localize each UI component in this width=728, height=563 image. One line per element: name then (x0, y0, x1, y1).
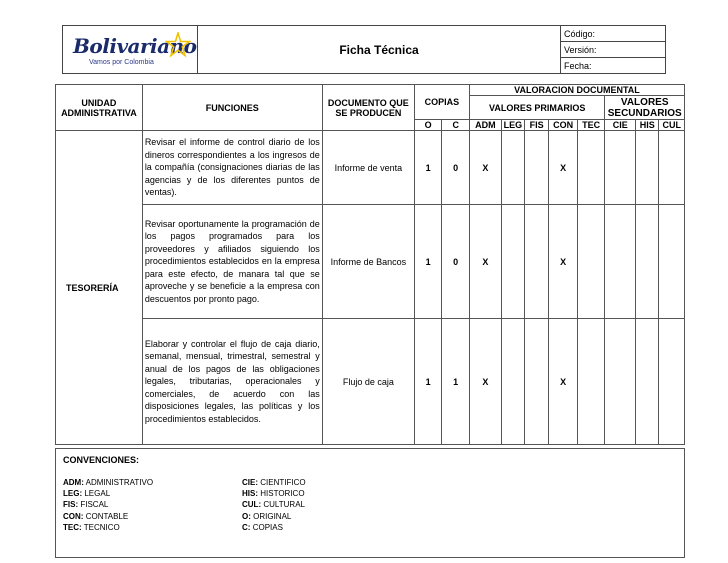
convention-item: CIE: CIENTIFICO (242, 478, 306, 487)
convention-item: TEC: TECNICO (63, 522, 120, 532)
document-cell: Informe de venta (322, 131, 414, 205)
adm-mark: X (469, 131, 501, 205)
header-cie: CIE (605, 120, 636, 131)
document-cell: Flujo de caja (322, 319, 414, 445)
header-o: O (414, 120, 442, 131)
adm-mark: X (469, 319, 501, 445)
convention-item: C: COPIAS (242, 522, 283, 532)
tec-mark (577, 205, 605, 319)
original-count: 1 (414, 205, 442, 319)
document-cell: Informe de Bancos (322, 205, 414, 319)
header-secondary-values: VALORES SECUNDARIOS (605, 96, 685, 120)
conventions-right-list (242, 477, 306, 533)
convention-item: CUL: CULTURAL (242, 500, 305, 510)
conventions-box (55, 448, 685, 558)
header-fis: FIS (524, 120, 548, 131)
cie-mark (605, 205, 636, 319)
convention-item: CON: CONTABLE (63, 511, 129, 521)
logo-wordmark: Bolivariano (73, 34, 197, 58)
header-valuation: VALORACION DOCUMENTAL (469, 85, 684, 96)
table-row (56, 205, 685, 319)
logo-cell (63, 26, 198, 74)
logo-tagline: Vamos por Colombia (89, 59, 154, 66)
fis-mark (524, 205, 548, 319)
date-field: Fecha: (561, 58, 666, 74)
con-mark: X (549, 319, 578, 445)
tec-mark (577, 319, 605, 445)
document-title: Ficha Técnica (198, 26, 561, 74)
header-c: C (442, 120, 470, 131)
header-documents: DOCUMENTO QUE SE PRODUCEN (322, 85, 414, 131)
leg-mark (501, 319, 524, 445)
code-field: Código: (561, 26, 666, 42)
header-unit: UNIDAD ADMINISTRATIVA (56, 85, 143, 131)
function-cell: Elaborar y controlar el flujo de caja diario, semanal, mensual, trimestral, semestral y anual de los pagos de las obligaciones legales, tributarias, operacionales y comerciales, de acuerdo con las disposiciones legales, las políticas y los procedimientos establecidos. (142, 319, 322, 445)
header-tec: TEC (577, 120, 605, 131)
version-field: Versión: (561, 42, 666, 58)
table-row (56, 319, 685, 445)
header-con: CON (549, 120, 578, 131)
con-mark: X (549, 205, 578, 319)
cul-mark (659, 205, 685, 319)
conventions-title: CONVENCIONES: (63, 455, 140, 465)
table-row (56, 131, 685, 205)
header-cul: CUL (659, 120, 685, 131)
his-mark (636, 131, 659, 205)
header-primary-values: VALORES PRIMARIOS (469, 96, 604, 120)
original-count: 1 (414, 131, 442, 205)
convention-item: HIS: HISTORICO (242, 489, 305, 499)
conventions-left-list (63, 477, 153, 533)
function-cell: Revisar el informe de control diario de los dineros correspondientes a los ingresos de la compañía (consignaciones diarias de las agencias y de los diferentes puntos de ventas). (142, 131, 322, 205)
function-cell: Revisar oportunamente la programación de los pagos programados para los proveedores y afiliados siguiendo los procedimientos establecidos en la empresa para este efecto, de manara tal que se aproveche y se beneficie a la empresa con descuentos por pronto pago. (142, 205, 322, 319)
tec-mark (577, 131, 605, 205)
convention-item: O: ORIGINAL (242, 511, 292, 521)
cul-mark (659, 319, 685, 445)
con-mark: X (549, 131, 578, 205)
header-his: HIS (636, 120, 659, 131)
fis-mark (524, 131, 548, 205)
convention-item: LEG: LEGAL (63, 489, 111, 499)
fis-mark (524, 319, 548, 445)
star-icon (165, 32, 191, 58)
convention-item: FIS: FISCAL (63, 500, 109, 510)
his-mark (636, 205, 659, 319)
technical-sheet-table (55, 84, 685, 445)
copies-count: 1 (442, 319, 470, 445)
leg-mark (501, 205, 524, 319)
copies-count: 0 (442, 131, 470, 205)
company-logo (69, 32, 197, 70)
header-copies: COPIAS (414, 85, 469, 120)
leg-mark (501, 131, 524, 205)
document-header (62, 25, 666, 74)
cul-mark (659, 131, 685, 205)
copies-count: 0 (442, 205, 470, 319)
header-functions: FUNCIONES (142, 85, 322, 131)
unit-tesoreria: TESORERÍA (56, 131, 143, 445)
convention-item: ADM: ADMINISTRATIVO (63, 478, 154, 487)
cie-mark (605, 319, 636, 445)
his-mark (636, 319, 659, 445)
adm-mark: X (469, 205, 501, 319)
header-leg: LEG (501, 120, 524, 131)
original-count: 1 (414, 319, 442, 445)
header-adm: ADM (469, 120, 501, 131)
cie-mark (605, 131, 636, 205)
